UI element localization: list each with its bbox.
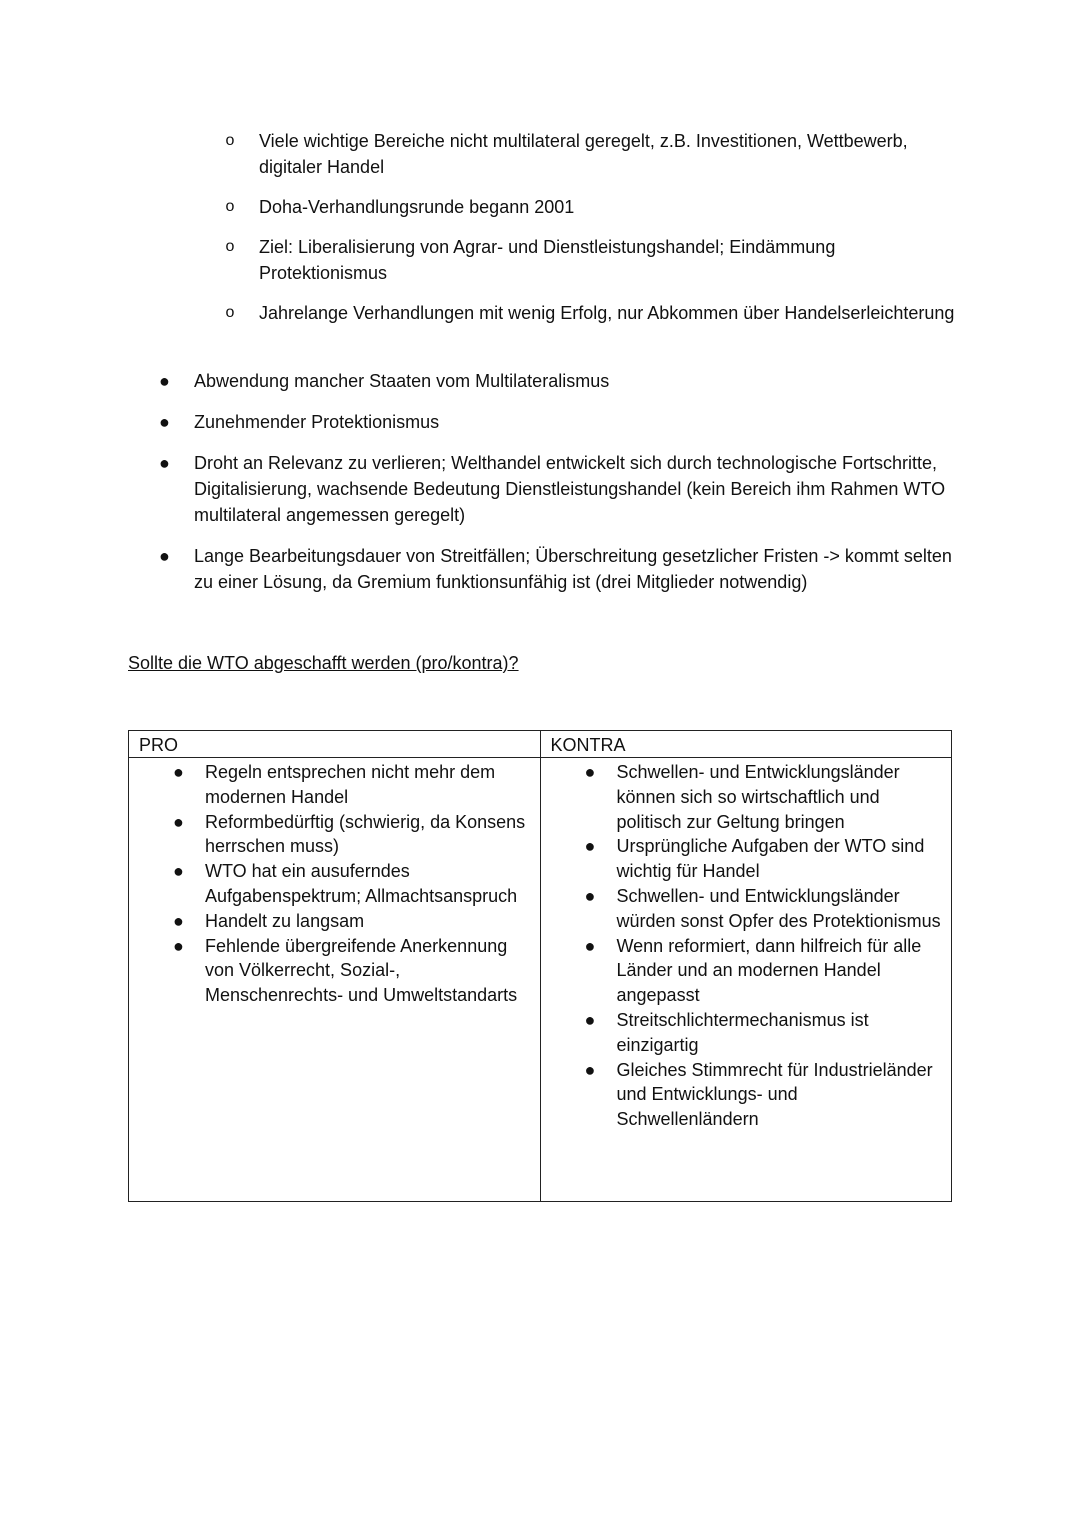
bullet-icon: ● xyxy=(173,861,184,882)
sub-list-item xyxy=(220,300,960,326)
pro-item xyxy=(137,859,532,909)
main-bullet-list xyxy=(155,368,955,610)
pro-item-text: Reformbedürftig (schwierig, da Konsens herrschen muss) xyxy=(205,811,526,857)
kontra-item-text: Wenn reformiert, dann hilfreich für alle Länder und an modernen Handel angepasst xyxy=(616,935,922,1006)
main-list-item xyxy=(155,368,955,394)
bullet-icon: ● xyxy=(584,836,596,857)
bullet-icon: ● xyxy=(159,412,170,432)
section-question: Sollte die WTO abgeschafft werden (pro/kontra)? xyxy=(128,653,519,673)
kontra-item-text: Schwellen- und Entwicklungsländer würden sonst Opfer des Protektionismus xyxy=(616,885,941,931)
circle-bullet-icon: o xyxy=(225,132,235,149)
kontra-item xyxy=(549,834,944,884)
pro-item xyxy=(137,934,532,1008)
sub-bullet-list xyxy=(220,128,960,340)
bullet-icon: ● xyxy=(159,371,170,391)
bullet-icon: ● xyxy=(173,811,184,832)
kontra-item-text: Gleiches Stimmrecht für Industrieländer und Entwicklungs- und Schwellenländern xyxy=(616,1059,933,1130)
kontra-item xyxy=(549,1008,944,1058)
sub-list-item xyxy=(220,128,960,180)
bullet-icon: ● xyxy=(584,885,596,906)
bullet-icon: ● xyxy=(584,1009,596,1030)
main-list-item xyxy=(155,543,955,595)
pro-contra-table xyxy=(128,730,952,1202)
kontra-item xyxy=(549,934,944,1008)
pro-item xyxy=(137,760,532,810)
kontra-item xyxy=(549,760,944,834)
main-point-text: Abwendung mancher Staaten vom Multilateralismus xyxy=(194,371,610,391)
pro-item-text: WTO hat ein ausuferndes Aufgabenspektrum; Allmachtsanspruch xyxy=(205,861,518,906)
pro-item xyxy=(137,810,532,860)
main-point-text: Zunehmender Protektionismus xyxy=(194,412,440,432)
kontra-item-text: Schwellen- und Entwicklungsländer können sich so wirtschaftlich und politisch zur Geltung bringen xyxy=(616,762,900,832)
sub-list-item xyxy=(220,194,960,220)
kontra-item xyxy=(549,1058,944,1132)
kontra-cell xyxy=(540,758,952,1202)
kontra-header: KONTRA xyxy=(540,731,952,758)
main-list-item xyxy=(155,409,955,435)
kontra-item-text: Ursprüngliche Aufgaben der WTO sind wichtig für Handel xyxy=(616,836,925,882)
circle-bullet-icon: o xyxy=(225,198,235,215)
circle-bullet-icon: o xyxy=(225,238,235,255)
pro-item-text: Fehlende übergreifende Anerkennung von Völkerrecht, Sozial-, Menschenrechts- und Umweltstandarts xyxy=(205,935,518,1006)
bullet-icon: ● xyxy=(584,935,596,956)
sub-point-text: Ziel: Liberalisierung von Agrar- und Dienstleistungshandel; Eindämmung Protektionismus xyxy=(259,237,836,283)
bullet-icon: ● xyxy=(173,762,184,782)
table-header-row xyxy=(129,731,952,758)
main-point-text: Droht an Relevanz zu verlieren; Welthandel entwickelt sich durch technologische Fortschritte, Digitalisierung, wachsende Bedeutung Dienstleistungshandel (kein Bereich ihm Rahmen WTO multilateral angemessen geregelt) xyxy=(194,453,946,525)
bullet-icon: ● xyxy=(159,453,170,473)
main-point-text: Lange Bearbeitungsdauer von Streitfällen; Überschreitung gesetzlicher Fristen -> kommt selten zu einer Lösung, da Gremium funktionsunfähig ist (drei Mitglieder notwendig) xyxy=(194,546,952,592)
circle-bullet-icon: o xyxy=(225,304,235,321)
pro-cell xyxy=(129,758,541,1202)
pro-item-text: Regeln entsprechen nicht mehr dem modernen Handel xyxy=(205,762,496,807)
bullet-icon: ● xyxy=(173,935,184,956)
sub-point-text: Viele wichtige Bereiche nicht multilateral geregelt, z.B. Investitionen, Wettbewerb, digitaler Handel xyxy=(259,131,908,177)
sub-point-text: Jahrelange Verhandlungen mit wenig Erfolg, nur Abkommen über Handelserleichterung xyxy=(259,303,955,323)
bullet-icon: ● xyxy=(173,910,184,931)
pro-item-text: Handelt zu langsam xyxy=(205,910,365,931)
pro-list xyxy=(137,760,532,1008)
bullet-icon: ● xyxy=(159,546,170,566)
pro-header: PRO xyxy=(129,731,541,758)
bullet-icon: ● xyxy=(584,762,596,782)
kontra-item-text: Streitschlichtermechanismus ist einzigartig xyxy=(616,1009,869,1055)
sub-list-item xyxy=(220,234,960,286)
kontra-item xyxy=(549,884,944,934)
main-list-item xyxy=(155,450,955,528)
sub-point-text: Doha-Verhandlungsrunde begann 2001 xyxy=(259,197,575,217)
table-body-row xyxy=(129,758,952,1202)
kontra-list xyxy=(549,760,944,1132)
bullet-icon: ● xyxy=(584,1059,596,1080)
pro-item xyxy=(137,909,532,934)
